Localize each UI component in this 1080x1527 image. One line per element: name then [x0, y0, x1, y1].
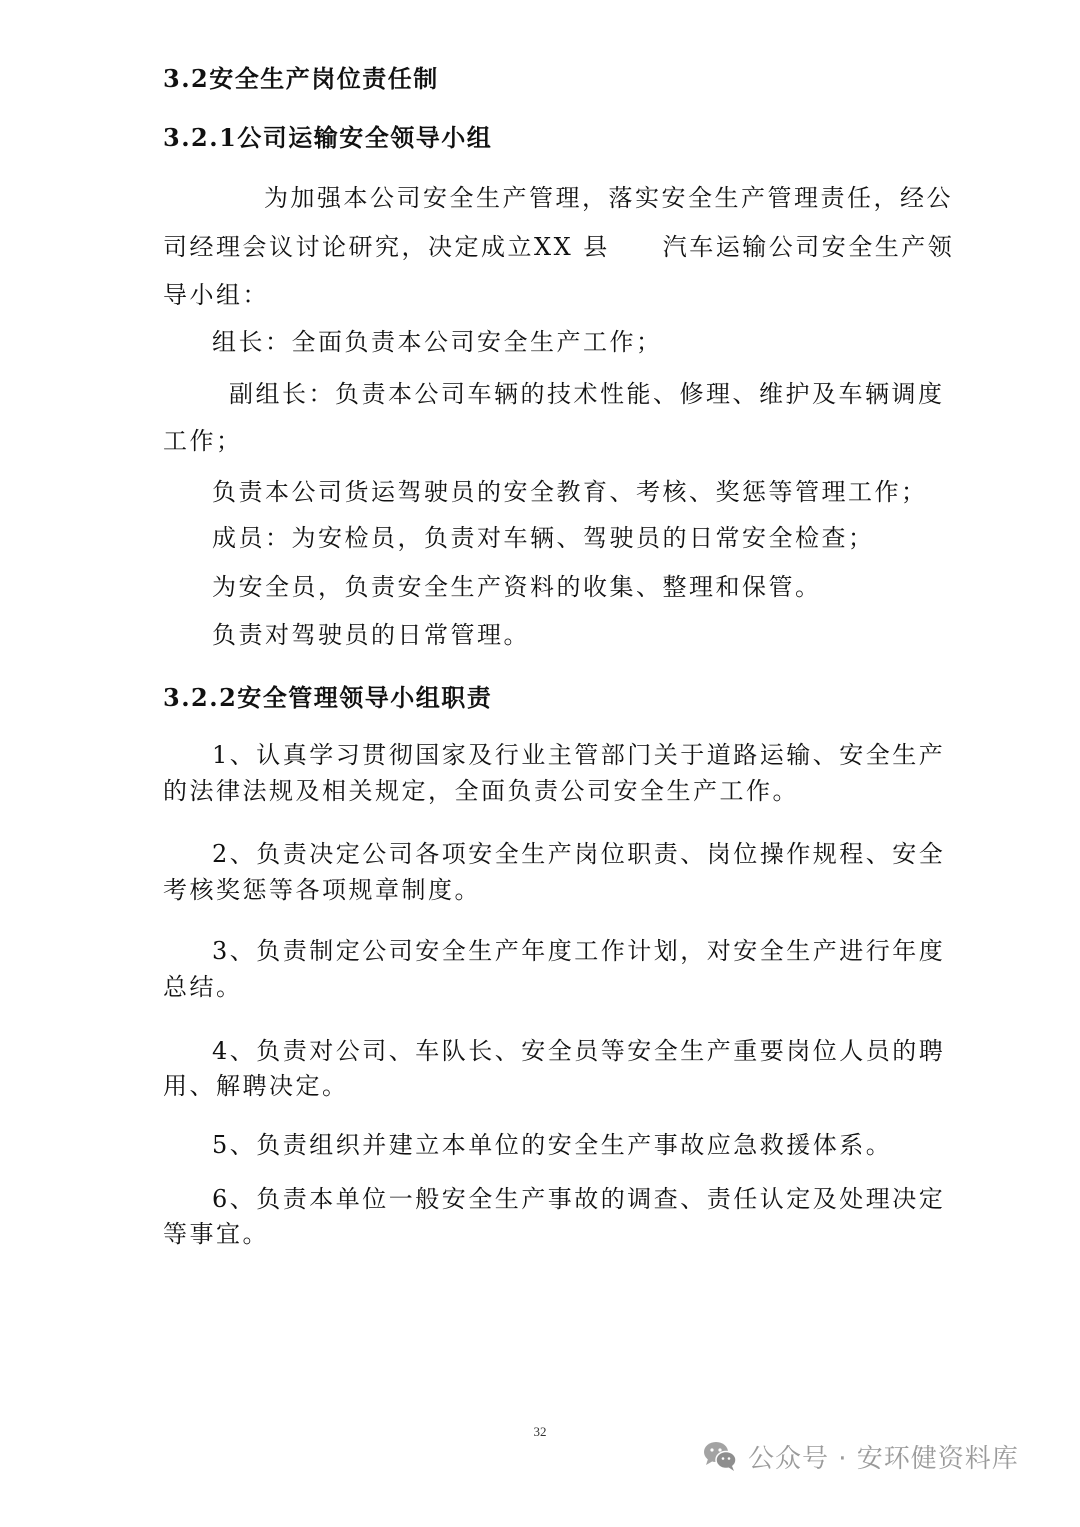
- wechat-icon: [702, 1440, 738, 1472]
- section-heading-3-2-2: 3.2.2安全管理领导小组职责: [163, 683, 493, 712]
- intro-line-1: 为加强本公司安全生产管理，落实安全生产管理责任，经公: [264, 184, 953, 212]
- item-2-line-1: 2、负责决定公司各项安全生产岗位职责、岗位操作规程、安全: [212, 840, 946, 868]
- item-4-line-1: 4、负责对公司、车队长、安全员等安全生产重要岗位人员的聘: [212, 1037, 946, 1065]
- leader-line: 组长：全面负责本公司安全生产工作；: [212, 328, 663, 356]
- safety-officer-line: 为安全员，负责安全生产资料的收集、整理和保管。: [212, 573, 822, 601]
- deputy-line-1: 副组长：负责本公司车辆的技术性能、修理、维护及车辆调度: [229, 380, 945, 408]
- duty-line: 负责本公司货运驾驶员的安全教育、考核、奖惩等管理工作；: [212, 478, 928, 506]
- section-heading-3-2-1: 3.2.1公司运输安全领导小组: [163, 123, 493, 152]
- section-heading-3-2: 3.2安全生产岗位责任制: [163, 64, 439, 93]
- intro-line-2: 司经理会议讨论研究，决定成立XX 县 汽车运输公司安全生产领: [163, 233, 955, 261]
- watermark-text: 公众号 · 安环健资料库: [748, 1443, 1019, 1474]
- item-1-line-1: 1、认真学习贯彻国家及行业主管部门关于道路运输、安全生产: [212, 741, 946, 769]
- item-2-line-2: 考核奖惩等各项规章制度。: [163, 876, 481, 904]
- members-line: 成员：为安检员，负责对车辆、驾驶员的日常安全检查；: [212, 524, 875, 552]
- intro-line-3: 导小组：: [163, 281, 269, 309]
- item-5-line-1: 5、负责组织并建立本单位的安全生产事故应急救援体系。: [212, 1131, 893, 1159]
- item-6-line-2: 等事宜。: [163, 1220, 269, 1248]
- item-6-line-1: 6、负责本单位一般安全生产事故的调查、责任认定及处理决定: [212, 1185, 946, 1213]
- driver-mgmt-line: 负责对驾驶员的日常管理。: [212, 621, 530, 649]
- deputy-line-2: 工作；: [163, 427, 243, 455]
- item-3-line-2: 总结。: [163, 973, 243, 1001]
- watermark: [702, 1434, 1019, 1478]
- item-1-line-2: 的法律法规及相关规定，全面负责公司安全生产工作。: [163, 777, 799, 805]
- item-4-line-2: 用、解聘决定。: [163, 1072, 349, 1100]
- item-3-line-1: 3、负责制定公司安全生产年度工作计划，对安全生产进行年度: [212, 937, 946, 965]
- page-number: 32: [533, 1424, 547, 1439]
